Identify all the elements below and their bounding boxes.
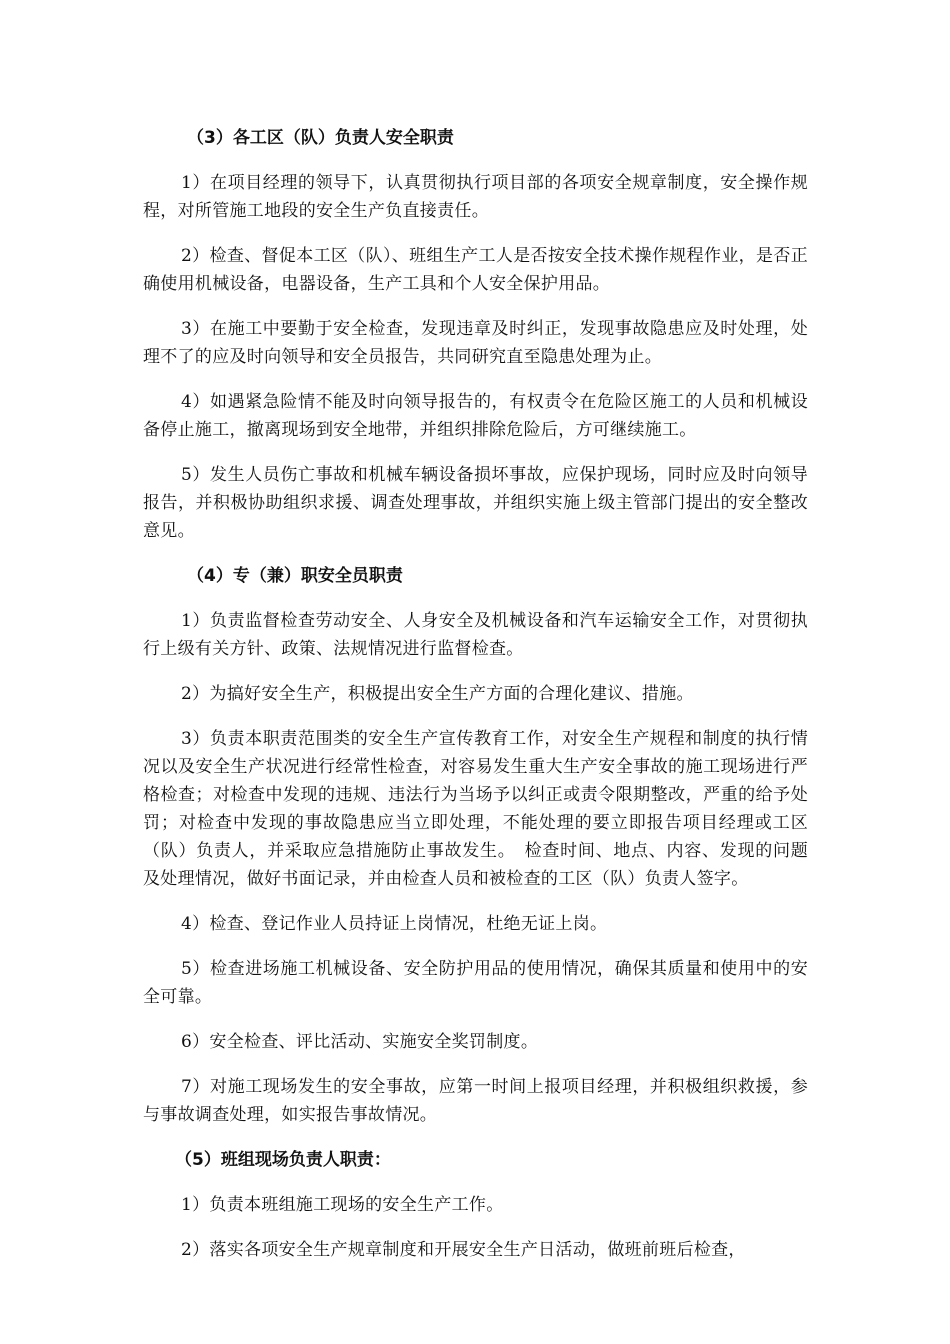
section-heading: （5）班组现场负责人职责： — [175, 1150, 391, 1170]
section-5 — [143, 1146, 808, 1264]
paragraph: 1）负责本班组施工现场的安全生产工作。 — [181, 1195, 504, 1215]
paragraph: 3）在施工中要勤于安全检查，发现违章及时纠正，发现事故隐患应及时处理，处理不了的应及时向领导和安全员报告，共同研究直至隐患处理为止。 — [143, 319, 808, 367]
paragraph: 4）检查、登记作业人员持证上岗情况，杜绝无证上岗。 — [181, 914, 608, 934]
section-heading: （4）专（兼）职安全员职责 — [187, 566, 403, 586]
paragraph: 6）安全检查、评比活动、实施安全奖罚制度。 — [181, 1032, 539, 1052]
paragraph: 2）落实各项安全生产规章制度和开展安全生产日活动，做班前班后检查， — [181, 1240, 746, 1260]
section-heading: （3）各工区（队）负责人安全职责 — [187, 128, 454, 148]
paragraph: 3）负责本职责范围类的安全生产宣传教育工作，对安全生产规程和制度的执行情况以及安全生产状况进行经常性检查，对容易发生重大生产安全事故的施工现场进行严格检查；对检查中发现的违规、违法行为当场予以纠正或责令限期整改，严重的给予处罚；对检查中发现的事故隐患应当立即处理，不能处理的要立即报告项目经理或工区（队）负责人，并采取应急措施防止事故发生。 检查时间、地点、内容、发现的问题及处理情况，做好书面记录，并由检查人员和被检查的工区（队）负责人签字。 — [143, 729, 808, 889]
paragraph: 4）如遇紧急险情不能及时向领导报告的，有权责令在危险区施工的人员和机械设备停止施工，撤离现场到安全地带，并组织排除危险后，方可继续施工。 — [143, 392, 808, 440]
paragraph: 2）检查、督促本工区（队）、班组生产工人是否按安全技术操作规程作业，是否正确使用机械设备，电器设备，生产工具和个人安全保护用品。 — [143, 246, 808, 294]
document-body — [143, 124, 808, 1281]
paragraph: 2）为搞好安全生产，积极提出安全生产方面的合理化建议、措施。 — [181, 684, 694, 704]
paragraph: 1）负责监督检查劳动安全、人身安全及机械设备和汽车运输安全工作，对贯彻执行上级有关方针、政策、法规情况进行监督检查。 — [143, 611, 808, 659]
paragraph: 1）在项目经理的领导下，认真贯彻执行项目部的各项安全规章制度，安全操作规程，对所管施工地段的安全生产负直接责任。 — [143, 173, 808, 221]
paragraph: 5）发生人员伤亡事故和机械车辆设备损坏事故，应保护现场，同时应及时向领导报告，并积极协助组织求援、调查处理事故，并组织实施上级主管部门提出的安全整改意见。 — [143, 465, 808, 541]
section-4 — [143, 562, 808, 1129]
section-3 — [143, 124, 808, 545]
paragraph: 5）检查进场施工机械设备、安全防护用品的使用情况，确保其质量和使用中的安全可靠。 — [143, 959, 808, 1007]
paragraph: 7）对施工现场发生的安全事故，应第一时间上报项目经理，并积极组织救援，参与事故调查处理，如实报告事故情况。 — [143, 1077, 808, 1125]
